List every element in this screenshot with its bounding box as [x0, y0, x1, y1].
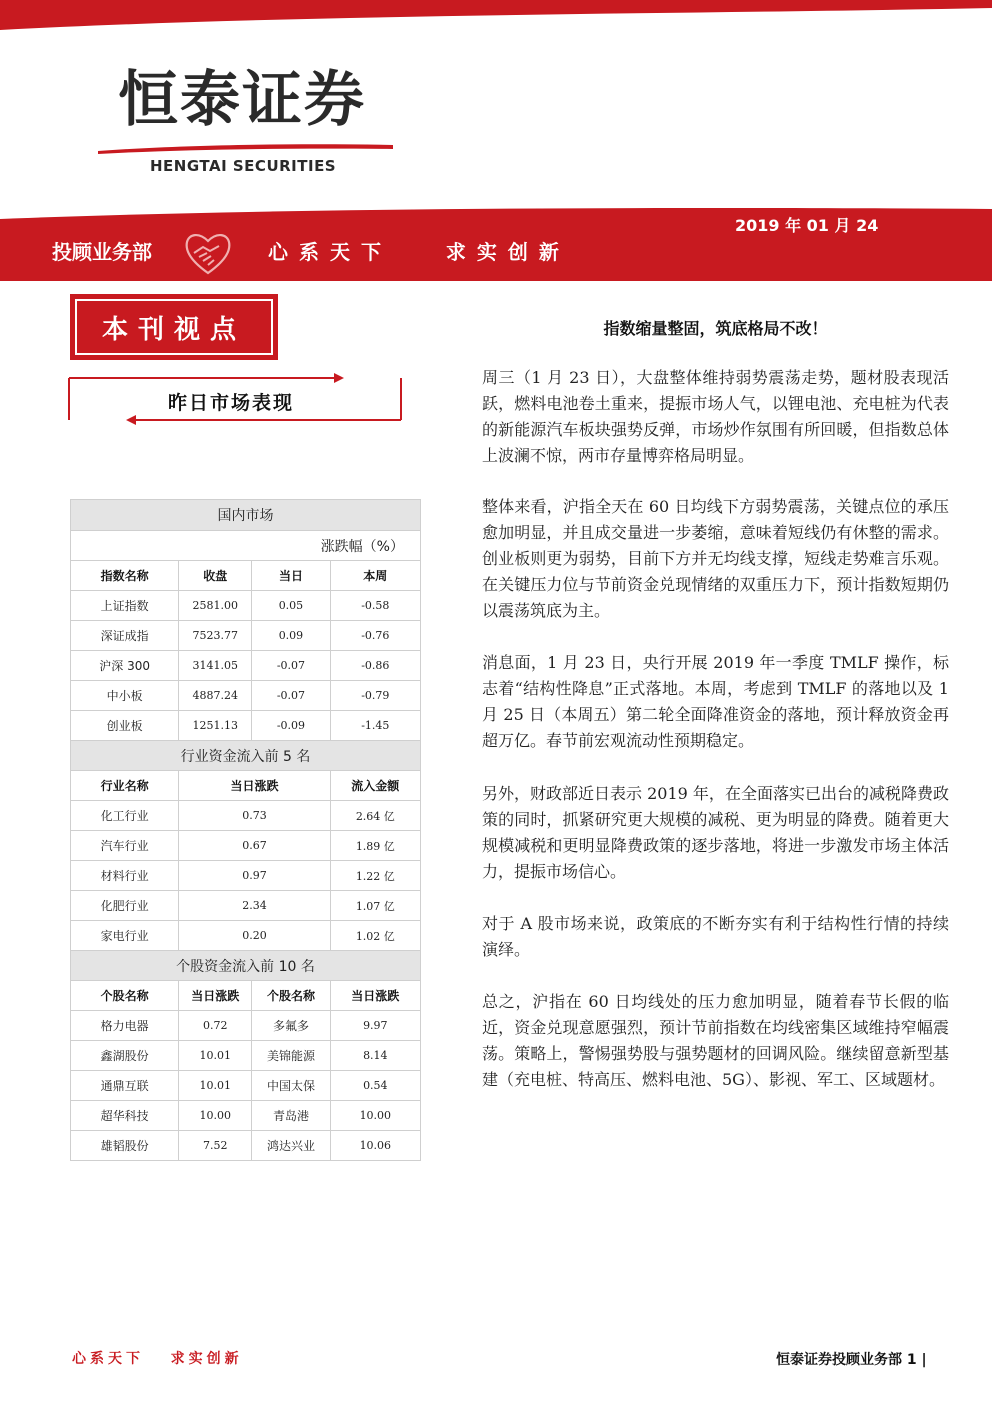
column-header: 当日 — [252, 561, 330, 591]
table-row — [71, 651, 421, 681]
stock-change: 10.01 — [179, 1071, 252, 1101]
department-name: 投顾业务部 — [52, 240, 152, 264]
section-title: 本刊视点 — [101, 315, 246, 345]
industry-name: 家电行业 — [71, 921, 179, 951]
column-header: 行业名称 — [71, 771, 179, 801]
index-header-row — [71, 561, 421, 591]
column-header: 个股名称 — [71, 981, 179, 1011]
index-close: 7523.77 — [179, 621, 252, 651]
index-name: 创业板 — [71, 711, 179, 741]
report-date: 2019 年 01 月 24 — [735, 216, 879, 235]
industry-title-row — [71, 741, 421, 771]
domestic-market-title: 国内市场 — [71, 500, 421, 531]
change-unit-label: 涨跌幅（%） — [71, 531, 421, 561]
industry-change: 0.67 — [179, 831, 330, 861]
stock-change: 10.06 — [330, 1131, 420, 1161]
industry-name: 化工行业 — [71, 801, 179, 831]
industry-change: 0.97 — [179, 861, 330, 891]
index-day-change: -0.09 — [252, 711, 330, 741]
industry-inflow: 1.89 亿 — [330, 831, 420, 861]
unit-row — [71, 531, 421, 561]
table-row — [71, 1011, 421, 1041]
stock-name: 超华科技 — [71, 1101, 179, 1131]
table-row — [71, 861, 421, 891]
article-paragraph: 另外，财政部近日表示 2019 年，在全面落实已出台的减税降费政策的同时，抓紧研究更大规模的减税、更为明显的降费。随着更大规模减税和更明显降费政策的逐步落地，将进一步激发市场主体活力，提振市场信心。 — [482, 784, 949, 881]
industry-inflow: 2.64 亿 — [330, 801, 420, 831]
table-row — [71, 711, 421, 741]
section-title-box — [70, 294, 278, 360]
stock-name: 格力电器 — [71, 1011, 179, 1041]
table-row — [71, 1101, 421, 1131]
stock-change: 10.01 — [179, 1041, 252, 1071]
industry-change: 2.34 — [179, 891, 330, 921]
stock-name: 鸿达兴业 — [252, 1131, 330, 1161]
column-header: 指数名称 — [71, 561, 179, 591]
article-paragraph: 总之，沪指在 60 日均线处的压力愈加明显，随着春节长假的临近，资金兑现意愿强烈，预计节前指数在均线密集区域维持窄幅震荡。策略上，警惕强势股与强势题材的回调风险。继续留意新型基建（充电桩、特高压、燃料电池、5G）、影视、军工、区域题材。 — [482, 992, 949, 1089]
logo-underline — [98, 143, 393, 155]
stock-name: 雄韬股份 — [71, 1131, 179, 1161]
stocks-title: 个股资金流入前 10 名 — [71, 951, 421, 981]
table-row — [71, 1131, 421, 1161]
table-row — [71, 621, 421, 651]
index-close: 2581.00 — [179, 591, 252, 621]
stock-change: 0.72 — [179, 1011, 252, 1041]
article-paragraph: 对于 A 股市场来说，政策底的不断夯实有利于结构性行情的持续演绎。 — [482, 914, 949, 959]
table-row — [71, 891, 421, 921]
index-week-change: -0.79 — [330, 681, 420, 711]
stock-name: 通鼎互联 — [71, 1071, 179, 1101]
index-close: 3141.05 — [179, 651, 252, 681]
header-top-band — [0, 0, 992, 40]
logo-english: HENGTAI SECURITIES — [150, 157, 337, 175]
column-header: 当日涨跌 — [330, 981, 420, 1011]
logo-chinese: 恒泰证券 — [118, 65, 366, 135]
stock-change: 0.54 — [330, 1071, 420, 1101]
industry-inflow: 1.02 亿 — [330, 921, 420, 951]
stocks-title-row — [71, 951, 421, 981]
stock-name: 鑫湖股份 — [71, 1041, 179, 1071]
table-row — [71, 831, 421, 861]
index-week-change: -0.76 — [330, 621, 420, 651]
industry-name: 化肥行业 — [71, 891, 179, 921]
table-row — [71, 681, 421, 711]
index-close: 1251.13 — [179, 711, 252, 741]
index-day-change: -0.07 — [252, 651, 330, 681]
stocks-header-row — [71, 981, 421, 1011]
index-name: 上证指数 — [71, 591, 179, 621]
column-header: 本周 — [330, 561, 420, 591]
article-paragraph: 消息面，1 月 23 日，央行开展 2019 年一季度 TMLF 操作，标志着“结构性降息”正式落地。本周，考虑到 TMLF 的落地以及 1 月 25 日（本周五）第二轮全面降准资金的落地，预计释放资金再超万亿。春节前宏观流动性预期稳定。 — [482, 653, 949, 750]
index-name: 沪深 300 — [71, 651, 179, 681]
domestic-market-title-row — [71, 500, 421, 531]
industry-name: 材料行业 — [71, 861, 179, 891]
industry-header-row — [71, 771, 421, 801]
column-header: 收盘 — [179, 561, 252, 591]
column-header: 个股名称 — [252, 981, 330, 1011]
article-paragraph: 周三（1 月 23 日），大盘整体维持弱势震荡走势，题材股表现活跃，燃料电池卷土重来，提振市场人气，以锂电池、充电桩为代表的新能源汽车板块强势反弹，市场炒作氛围有所回暖，但指数总体上波澜不惊，两市存量博弈格局明显。 — [482, 368, 949, 465]
stock-change: 8.14 — [330, 1041, 420, 1071]
market-table — [70, 499, 421, 1161]
table-row — [71, 801, 421, 831]
industry-change: 0.73 — [179, 801, 330, 831]
industry-change: 0.20 — [179, 921, 330, 951]
header-slogan: 心系天下 求实创新 — [268, 240, 570, 264]
column-header: 当日涨跌 — [179, 771, 330, 801]
handshake-heart-icon — [183, 229, 233, 277]
index-day-change: 0.05 — [252, 591, 330, 621]
stock-name: 中国太保 — [252, 1071, 330, 1101]
stock-change: 10.00 — [330, 1101, 420, 1131]
index-week-change: -0.58 — [330, 591, 420, 621]
stock-name: 青岛港 — [252, 1101, 330, 1131]
index-day-change: -0.07 — [252, 681, 330, 711]
stock-change: 7.52 — [179, 1131, 252, 1161]
stock-name: 多氟多 — [252, 1011, 330, 1041]
table-row — [71, 591, 421, 621]
article-paragraph: 整体来看，沪指全天在 60 日均线下方弱势震荡，关键点位的承压愈加明显，并且成交量进一步萎缩，意味着短线仍有休整的需求。创业板则更为弱势，目前下方并无均线支撑，短线走势难言乐观。在关键压力位与节前资金兑现情绪的双重压力下，预计指数短期仍以震荡筑底为主。 — [482, 497, 949, 620]
table-row — [71, 1071, 421, 1101]
column-header: 当日涨跌 — [179, 981, 252, 1011]
industry-inflow: 1.07 亿 — [330, 891, 420, 921]
industry-title: 行业资金流入前 5 名 — [71, 741, 421, 771]
column-header: 流入金额 — [330, 771, 420, 801]
index-week-change: -0.86 — [330, 651, 420, 681]
industry-inflow: 1.22 亿 — [330, 861, 420, 891]
table-row — [71, 921, 421, 951]
index-week-change: -1.45 — [330, 711, 420, 741]
stock-name: 美锦能源 — [252, 1041, 330, 1071]
industry-name: 汽车行业 — [71, 831, 179, 861]
index-day-change: 0.09 — [252, 621, 330, 651]
footer-slogan: 心系天下 求实创新 — [72, 1351, 243, 1367]
footer-page-label: 恒泰证券投顾业务部 1 | — [776, 1352, 927, 1368]
index-name: 深证成指 — [71, 621, 179, 651]
stock-change: 10.00 — [179, 1101, 252, 1131]
index-name: 中小板 — [71, 681, 179, 711]
index-close: 4887.24 — [179, 681, 252, 711]
stock-change: 9.97 — [330, 1011, 420, 1041]
article-headline: 指数缩量整固，筑底格局不改！ — [603, 319, 828, 338]
table-row — [71, 1041, 421, 1071]
subtitle: 昨日市场表现 — [168, 392, 295, 414]
